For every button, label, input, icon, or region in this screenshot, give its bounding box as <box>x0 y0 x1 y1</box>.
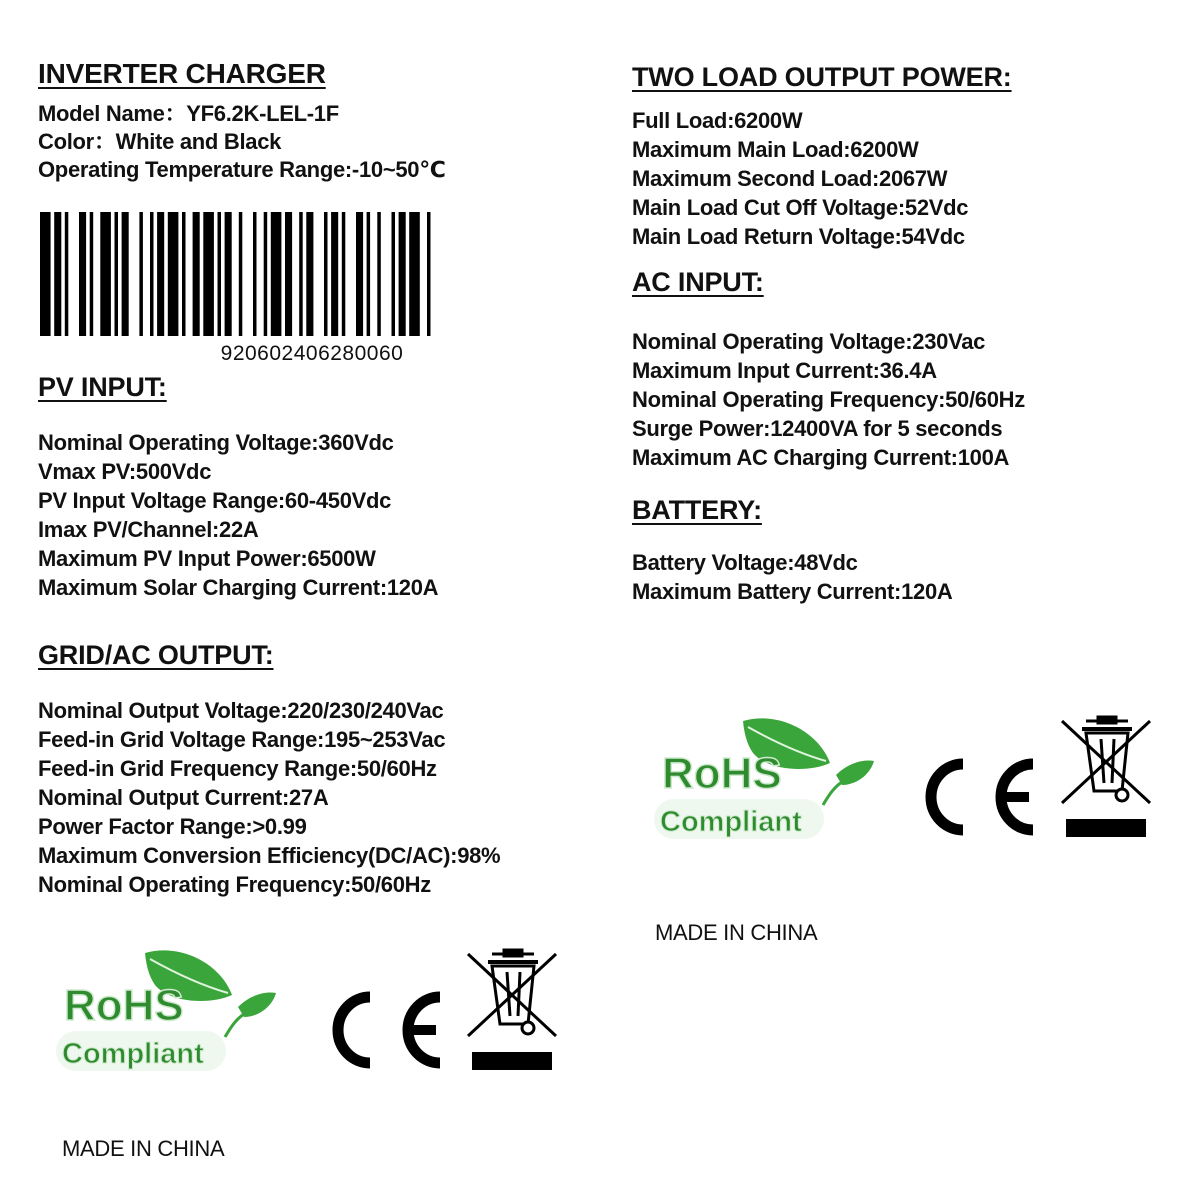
list-item: Feed-in Grid Voltage Range:195~253Vac <box>38 727 446 752</box>
barcode-bar <box>409 212 420 336</box>
two-load-output-list <box>632 106 968 251</box>
list-item: Maximum PV Input Power:6500W <box>38 546 376 571</box>
barcode-bar <box>157 212 164 336</box>
ac-input-list <box>632 327 1025 472</box>
barcode-bar <box>139 212 143 336</box>
rohs-text: RoHS <box>64 981 184 1030</box>
pv-input-heading: PV INPUT: <box>38 372 167 402</box>
barcode <box>40 212 582 336</box>
barcode-bar <box>100 212 111 336</box>
barcode-bar <box>306 212 313 336</box>
ce-c-letter <box>338 997 370 1063</box>
barcode-bar <box>356 212 363 336</box>
rohs-compliant-logo <box>50 945 280 1080</box>
barcode-bar <box>342 212 346 336</box>
barcode-bar <box>239 212 243 336</box>
weee-crossed-bin-icon <box>462 948 562 1078</box>
battery-list <box>632 548 952 606</box>
barcode-bar <box>65 212 69 336</box>
barcode-bar <box>377 212 381 336</box>
compliant-text: Compliant <box>660 806 802 838</box>
list-item: Nominal Operating Voltage:360Vdc <box>38 430 394 455</box>
list-item: Maximum Input Current:36.4A <box>632 358 937 383</box>
list-item: Maximum Conversion Efficiency(DC/AC):98% <box>38 843 501 868</box>
rohs-text: RoHS <box>662 749 782 798</box>
barcode-bar <box>40 212 51 336</box>
product-title: INVERTER CHARGER <box>38 58 326 89</box>
two-load-output-heading: TWO LOAD OUTPUT POWER: <box>632 62 1012 92</box>
barcode-bar <box>218 212 222 336</box>
barcode-bar <box>79 212 86 336</box>
barcode-bar <box>115 212 119 336</box>
list-item: Battery Voltage:48Vdc <box>632 550 858 575</box>
list-item: Main Load Return Voltage:54Vdc <box>632 224 965 249</box>
product-info <box>38 100 446 184</box>
color: Color：White and Black <box>38 129 282 154</box>
list-item: Maximum Solar Charging Current:120A <box>38 575 439 600</box>
list-item: Nominal Output Voltage:220/230/240Vac <box>38 698 444 723</box>
list-item: Maximum AC Charging Current:100A <box>632 445 1010 470</box>
list-item: Full Load:6200W <box>632 108 803 133</box>
ac-input-heading: AC INPUT: <box>632 267 764 297</box>
list-item: Imax PV/Channel:22A <box>38 517 259 542</box>
model-name: Model Name：YF6.2K-LEL-1F <box>38 101 339 126</box>
barcode-bar <box>399 212 406 336</box>
list-item: PV Input Voltage Range:60-450Vdc <box>38 488 392 513</box>
list-item: Surge Power:12400VA for 5 seconds <box>632 416 1003 441</box>
barcode-bar <box>182 212 186 336</box>
barcode-bar <box>427 212 431 336</box>
barcode-bar <box>264 212 268 336</box>
barcode-bar <box>122 212 129 336</box>
ce-c-letter <box>931 764 963 830</box>
list-item: Maximum Main Load:6200W <box>632 137 919 162</box>
ce-mark <box>915 752 1045 842</box>
list-item: Nominal Operating Voltage:230Vac <box>632 329 986 354</box>
list-item: Power Factor Range:>0.99 <box>38 814 307 839</box>
weee-crossed-bin-icon <box>1056 715 1156 845</box>
barcode-bar <box>225 212 232 336</box>
barcode-bar <box>203 212 214 336</box>
barcode-bar <box>331 212 338 336</box>
barcode-bar <box>324 212 328 336</box>
list-item: Main Load Cut Off Voltage:52Vdc <box>632 195 969 220</box>
barcode-bar <box>367 212 371 336</box>
grid-ac-output-list <box>38 696 500 899</box>
list-item: Maximum Second Load:2067W <box>632 166 948 191</box>
barcode-bar <box>193 212 200 336</box>
grid-ac-output-heading: GRID/AC OUTPUT: <box>38 640 274 670</box>
barcode-number: 920602406280060 <box>220 342 404 365</box>
barcode-bar <box>285 212 292 336</box>
barcode-bar <box>54 212 61 336</box>
list-item: Vmax PV:500Vdc <box>38 459 212 484</box>
compliant-text: Compliant <box>62 1038 204 1070</box>
made-in-china-right: MADE IN CHINA <box>655 920 818 945</box>
barcode-bar <box>299 212 303 336</box>
barcode-bar <box>168 212 179 336</box>
operating-temperature: Operating Temperature Range:-10~50℃ <box>38 157 446 182</box>
barcode-bar <box>271 212 282 336</box>
list-item: Nominal Operating Frequency:50/60Hz <box>632 387 1025 412</box>
battery-heading: BATTERY: <box>632 495 762 525</box>
made-in-china-left: MADE IN CHINA <box>62 1136 225 1161</box>
list-item: Nominal Operating Frequency:50/60Hz <box>38 872 431 897</box>
barcode-bar <box>253 212 257 336</box>
list-item: Maximum Battery Current:120A <box>632 579 953 604</box>
ce-mark <box>322 985 452 1075</box>
list-item: Nominal Output Current:27A <box>38 785 329 810</box>
barcode-bar <box>90 212 94 336</box>
list-item: Feed-in Grid Frequency Range:50/60Hz <box>38 756 437 781</box>
barcode-bar <box>150 212 154 336</box>
pv-input-list <box>38 428 438 602</box>
rohs-compliant-logo <box>648 713 878 848</box>
barcode-bar <box>392 212 396 336</box>
